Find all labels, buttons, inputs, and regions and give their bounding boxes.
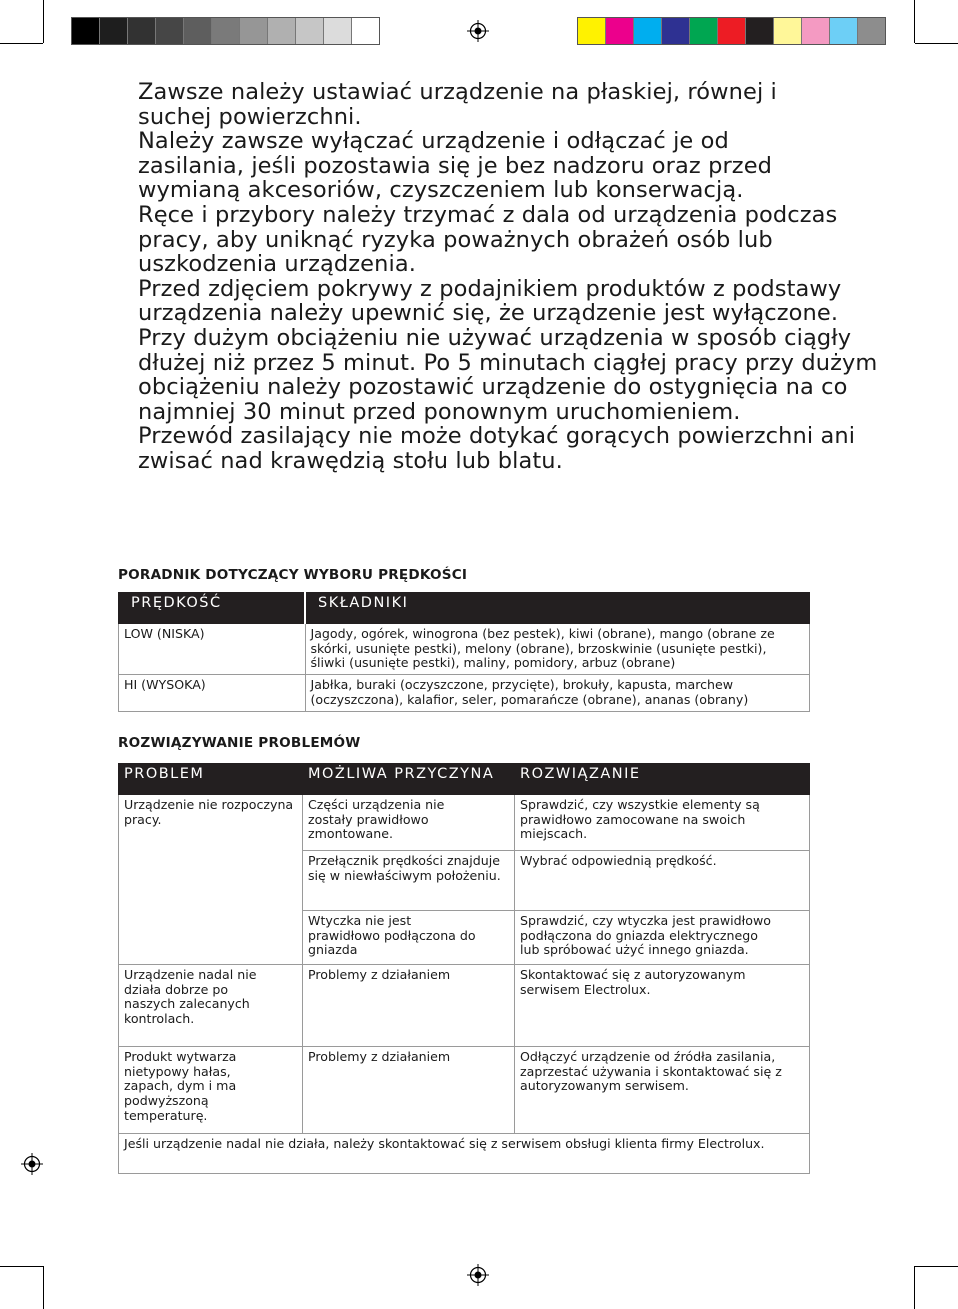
registration-mark-icon (21, 1153, 43, 1175)
color-swatch (268, 18, 296, 44)
color-swatch (634, 18, 662, 44)
table-row (119, 965, 810, 1047)
grayscale-calibration-bar (71, 17, 380, 45)
speed-cell: LOW (NISKA) (119, 624, 306, 675)
color-swatch (296, 18, 324, 44)
color-swatch (774, 18, 802, 44)
color-swatch (578, 18, 606, 44)
warning-paragraph: Przewód zasilający nie może dotykać gorących powierzchni ani zwisać nad krawędzią stołu lub blatu. (138, 423, 856, 474)
color-swatch (830, 18, 858, 44)
color-swatch (802, 18, 830, 44)
ingredients-cell: Jagody, ogórek, winogrona (bez pestek), kiwi (obrane), mango (obrane ze skórki, usunięte pestki), melony (obrane), brzoskwinie (usunięte pestki), śliwki (usunięte pestki), maliny, pomidory, arbuz (obrane) (305, 624, 810, 675)
warning-paragraph: Należy zawsze wyłączać urządzenie i odłączać je od zasilania, jeśli pozostawia się je bez nadzoru oraz przed wymianą akcesoriów, czyszczeniem lub konserwacją. (138, 128, 773, 204)
problem-cell: Produkt wytwarza nietypowy hałas, zapach, dym i ma podwyższoną temperaturę. (119, 1047, 303, 1134)
footer-note: Jeśli urządzenie nadal nie działa, należy skontaktować się z serwisem obsługi klienta firmy Electrolux. (119, 1134, 810, 1174)
speed-guide-title: PORADNIK DOTYCZĄCY WYBORU PRĘDKOŚCI (118, 567, 468, 583)
cause-cell: Problemy z działaniem (303, 1047, 515, 1134)
solution-cell: Wybrać odpowiednią prędkość. (515, 851, 810, 911)
color-swatch (858, 18, 885, 44)
table-row (119, 1047, 810, 1134)
crop-mark (43, 1266, 44, 1309)
color-swatch (184, 18, 212, 44)
crop-mark (915, 1266, 958, 1267)
column-header: PROBLEM (119, 764, 303, 795)
table-row (119, 675, 810, 711)
solution-cell: Skontaktować się z autoryzowanym serwisem Electrolux. (515, 965, 810, 1047)
color-swatch (128, 18, 156, 44)
column-header: MOŻLIWA PRZYCZYNA (303, 764, 515, 795)
warning-paragraph: Zawsze należy ustawiać urządzenie na płaskiej, równej i suchej powierzchni. (138, 79, 777, 130)
color-swatch (100, 18, 128, 44)
warning-paragraph: Przed zdjęciem pokrywy z podajnikiem produktów z podstawy urządzenia należy upewnić się, że urządzenie jest wyłączone. (138, 275, 842, 327)
speed-cell: HI (WYSOKA) (119, 675, 306, 711)
column-header: ROZWIĄZANIE (515, 764, 810, 795)
table-row (119, 795, 810, 851)
cause-cell: Przełącznik prędkości znajduje się w niewłaściwym położeniu. (303, 851, 515, 911)
column-header: SKŁADNIKI (305, 593, 810, 624)
cause-cell: Części urządzenia nie zostały prawidłowo zmontowane. (303, 795, 515, 851)
color-swatch (156, 18, 184, 44)
table-header-row (119, 593, 810, 624)
crop-mark (914, 0, 915, 43)
color-swatch (352, 18, 379, 44)
speed-guide-table (118, 592, 810, 712)
color-swatch (690, 18, 718, 44)
color-swatch (72, 18, 100, 44)
cause-cell: Problemy z działaniem (303, 965, 515, 1047)
troubleshooting-title: ROZWIĄZYWANIE PROBLEMÓW (118, 735, 361, 751)
solution-cell: Sprawdzić, czy wtyczka jest prawidłowo podłączona do gniazda elektrycznego lub spróbować użyć innego gniazda. (515, 911, 810, 965)
color-swatch (324, 18, 352, 44)
table-row (119, 624, 810, 675)
crop-mark (914, 1266, 915, 1309)
column-header: PRĘDKOŚĆ (119, 593, 306, 624)
table-row (119, 1134, 810, 1174)
color-swatch (212, 18, 240, 44)
problem-cell: Urządzenie nadal nie działa dobrze po naszych zalecanych kontrolach. (119, 965, 303, 1047)
solution-cell: Odłączyć urządzenie od źródła zasilania, zaprzestać używania i skontaktować się z autoryzowanym serwisem. (515, 1047, 810, 1134)
ingredients-cell: Jabłka, buraki (oczyszczone, przycięte), brokuły, kapusta, marchew (oczyszczona), kalafior, seler, pomarańcze (obrane), ananas (obrany) (305, 675, 810, 711)
color-swatch (718, 18, 746, 44)
crop-mark (915, 43, 958, 44)
solution-cell: Sprawdzić, czy wszystkie elementy są prawidłowo zamocowane na swoich miejscach. (515, 795, 810, 851)
registration-mark-icon (467, 1264, 489, 1286)
color-calibration-bar (577, 17, 886, 45)
safety-warnings (138, 80, 928, 474)
registration-mark-icon (467, 20, 489, 42)
crop-mark (43, 0, 44, 43)
color-swatch (240, 18, 268, 44)
troubleshooting-table (118, 763, 810, 1174)
color-swatch (662, 18, 690, 44)
problem-cell: Urządzenie nie rozpoczyna pracy. (119, 795, 303, 965)
color-swatch (746, 18, 774, 44)
crop-mark (0, 43, 43, 44)
warning-paragraph: Ręce i przybory należy trzymać z dala od urządzenia podczas pracy, aby uniknąć ryzyka poważnych obrażeń osób lub uszkodzenia urządzenia. (138, 201, 838, 278)
cause-cell: Wtyczka nie jest prawidłowo podłączona do gniazda (303, 911, 515, 965)
warning-paragraph: Przy dużym obciążeniu nie używać urządzenia w sposób ciągły dłużej niż przez 5 minut. Po 5 minutach ciągłej pracy przy dużym obciążeniu należy pozostawić urządzenie do ostygnięcia na co najmniej 30 minut przed ponownym uruchomieniem. (138, 324, 878, 425)
table-header-row (119, 764, 810, 795)
crop-mark (0, 1266, 43, 1267)
color-swatch (606, 18, 634, 44)
